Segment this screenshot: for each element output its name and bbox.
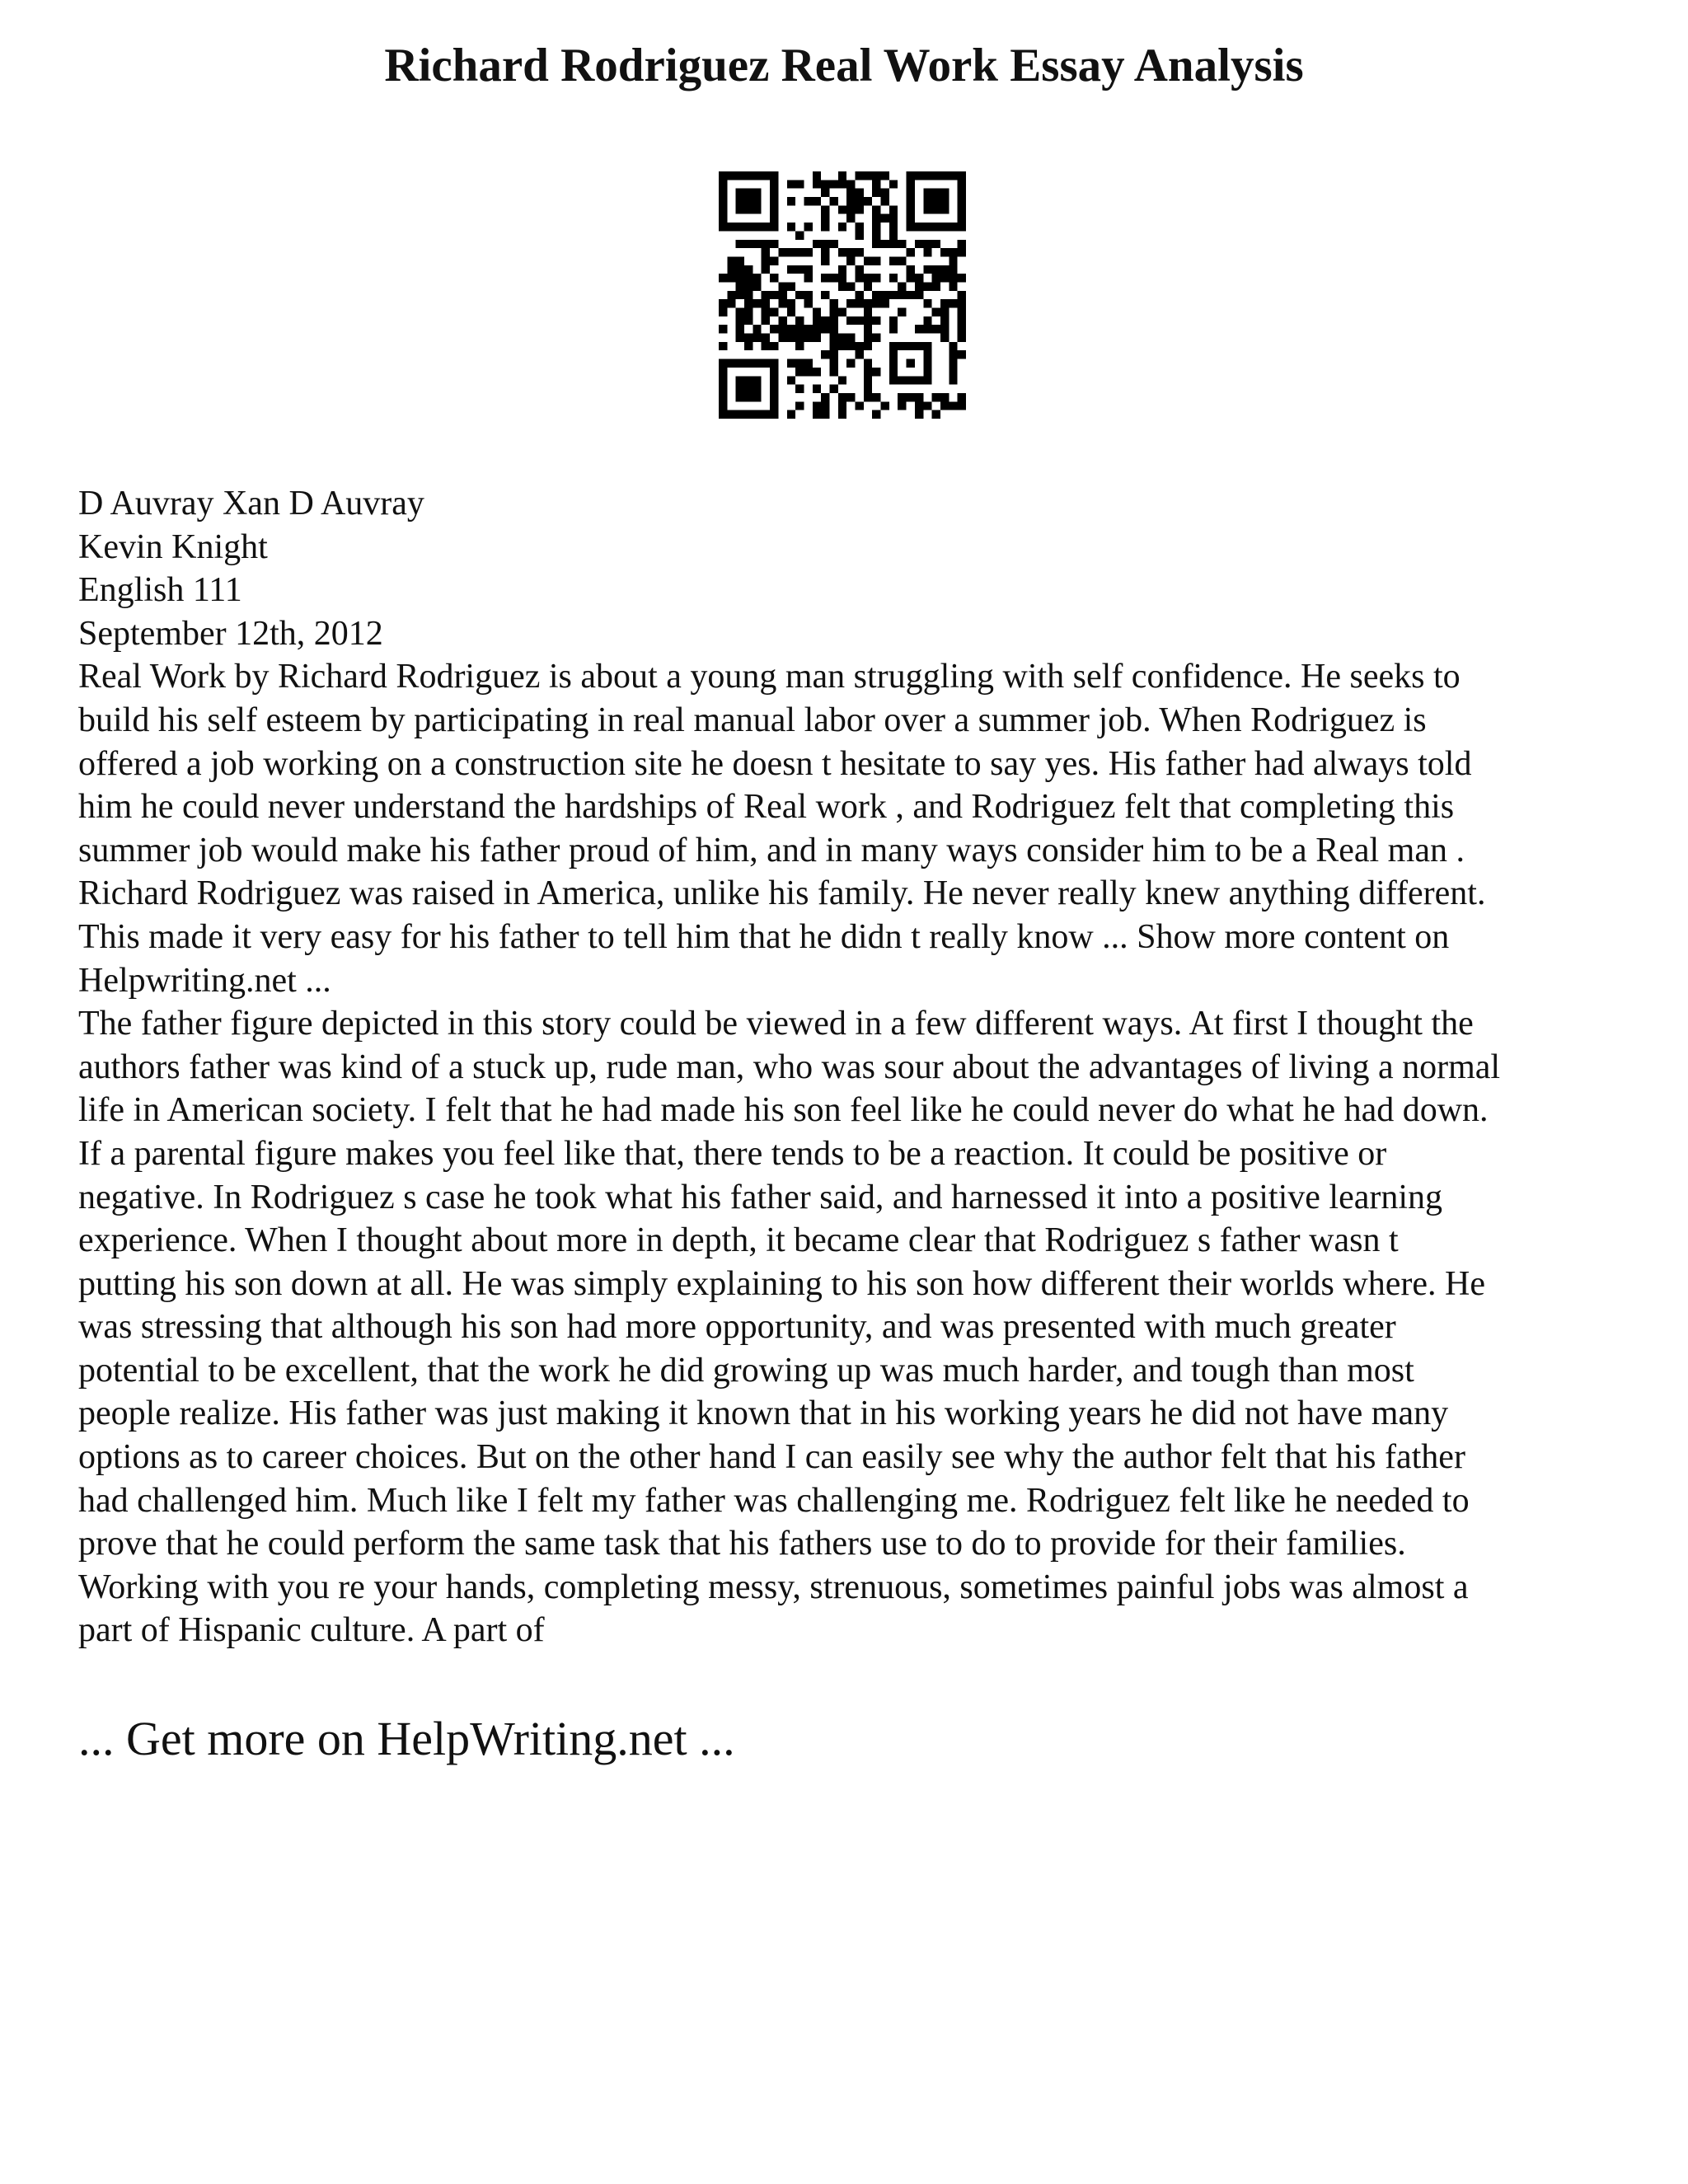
text-line: This made it very easy for his father to tell him that he didn t really know ... Show more content on [78, 917, 1450, 956]
text-line: putting his son down at all. He was simply explaining to his son how different their worlds where. He [78, 1264, 1485, 1303]
date-line: September 12th, 2012 [78, 614, 383, 653]
document-title: Richard Rodriguez Real Work Essay Analysis [384, 40, 1304, 91]
text-line: people realize. His father was just making it known that in his working years he did not have many [78, 1394, 1449, 1433]
text-line: summer job would make his father proud of him, and in many ways consider him to be a Real man . [78, 831, 1465, 869]
author-line: D Auvray Xan D Auvray [78, 485, 424, 523]
text-line: Working with you re your hands, completing messy, strenuous, sometimes painful jobs was almost a [78, 1568, 1469, 1606]
text-line: was stressing that although his son had more opportunity, and was presented with much greater [78, 1308, 1396, 1347]
text-line: part of Hispanic culture. A part of [78, 1611, 545, 1650]
instructor-line: Kevin Knight [78, 527, 268, 566]
text-line: If a parental figure makes you feel like that, there tends to be a reaction. It could be positive or [78, 1134, 1387, 1173]
text-line: had challenged him. Much like I felt my father was challenging me. Rodriguez felt like he needed to [78, 1481, 1470, 1520]
course-line: English 111 [78, 571, 242, 610]
text-line: Helpwriting.net ... [78, 961, 331, 1000]
text-line: experience. When I thought about more in depth, it became clear that Rodriguez s father wasn t [78, 1221, 1399, 1260]
author-header [78, 482, 1644, 655]
paragraph-1 [78, 655, 1644, 1002]
text-line: authors father was kind of a stuck up, rude man, who was sour about the advantages of living a normal [78, 1047, 1501, 1086]
get-more-link[interactable]: ... Get more on HelpWriting.net ... [78, 1712, 735, 1765]
text-line: life in American society. I felt that he had made his son feel like he could never do what he had down. [78, 1091, 1489, 1130]
text-line: offered a job working on a construction site he doesn t hesitate to say yes. His father had always told [78, 744, 1472, 783]
text-line: him he could never understand the hardships of Real work , and Rodriguez felt that completing this [78, 788, 1455, 827]
text-line: The father figure depicted in this story could be viewed in a few different ways. At first I thought the [78, 1005, 1474, 1043]
text-line: build his self esteem by participating in real manual labor over a summer job. When Rodriguez is [78, 701, 1427, 739]
qr-code-icon [719, 171, 966, 419]
text-line: negative. In Rodriguez s case he took what his father said, and harnessed it into a positive learning [78, 1178, 1443, 1216]
text-line: potential to be excellent, that the work he did growing up was much harder, and tough than most [78, 1351, 1414, 1390]
text-line: Richard Rodriguez was raised in America, unlike his family. He never really knew anything different. [78, 874, 1486, 913]
paragraph-2 [78, 1002, 1644, 1652]
text-line: options as to career choices. But on the other hand I can easily see why the author felt that his father [78, 1438, 1465, 1477]
text-line: Real Work by Richard Rodriguez is about a young man struggling with self confidence. He seeks to [78, 658, 1461, 696]
text-line: prove that he could perform the same task that his fathers use to do to provide for their families. [78, 1525, 1406, 1563]
document-body [78, 482, 1644, 1652]
